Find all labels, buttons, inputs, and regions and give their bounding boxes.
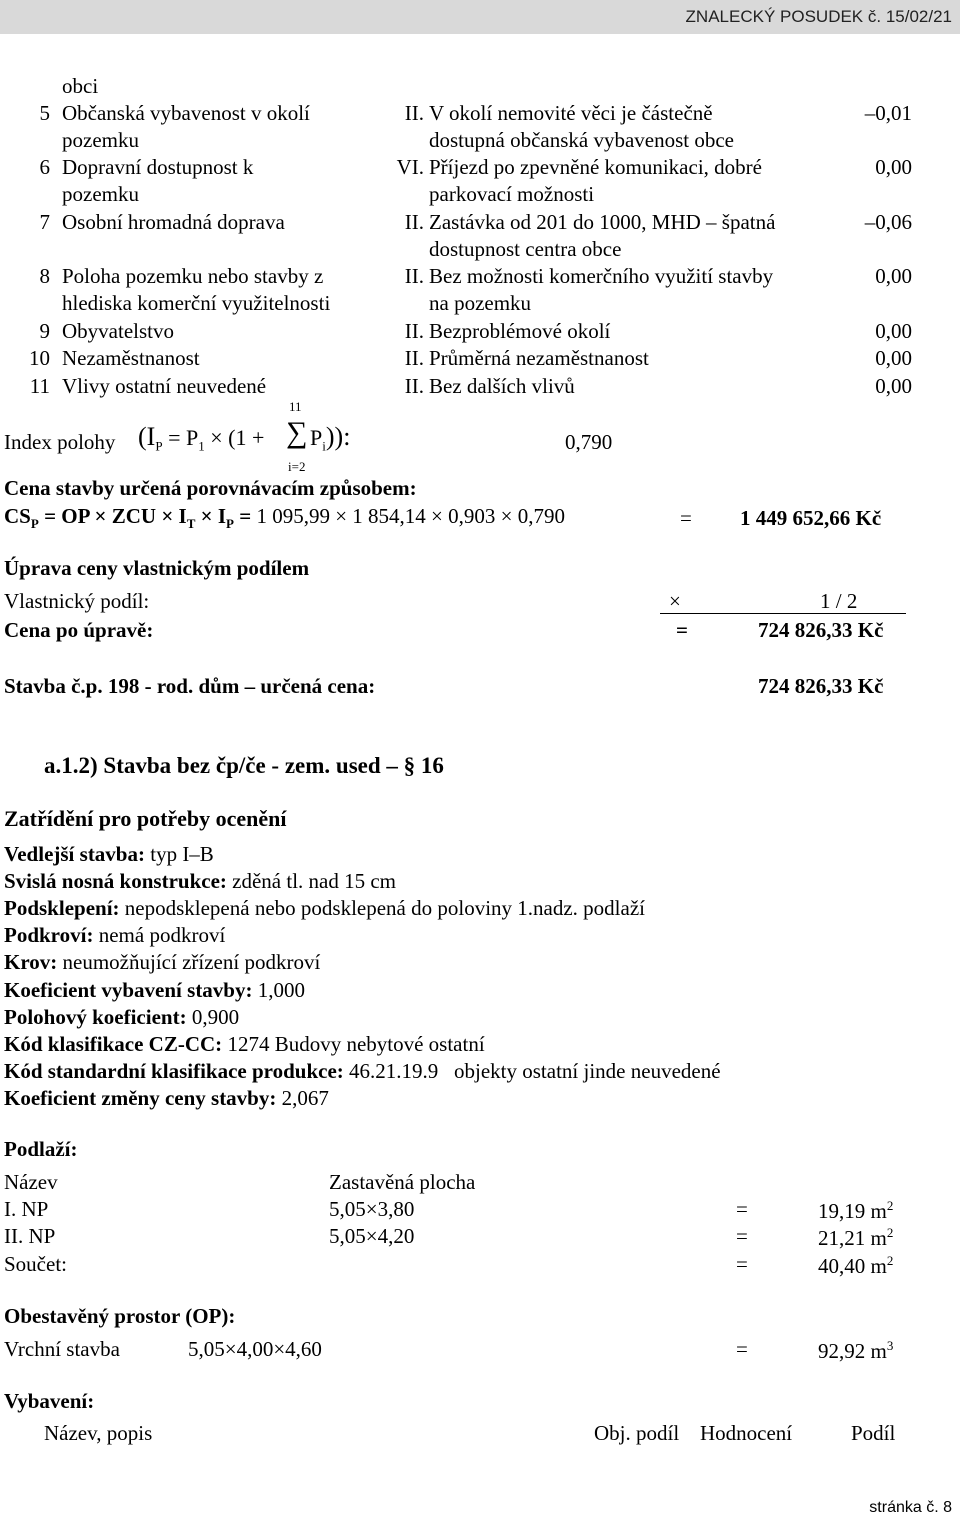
floor-value-cell	[818, 1254, 893, 1277]
op-equals: =	[736, 1337, 748, 1361]
after-adjustment-label: Cena po úpravě:	[4, 618, 154, 642]
property-row	[4, 898, 645, 919]
row-grade: II.	[404, 374, 424, 398]
after-adjustment-value: 724 826,33 Kč	[758, 618, 884, 642]
property-row	[4, 844, 214, 865]
row-grade: II.	[404, 210, 424, 234]
row-description: Bezproblémové okolí	[429, 319, 611, 343]
property-label: Koeficient změny ceny stavby:	[4, 1086, 277, 1110]
property-row	[4, 871, 396, 892]
equipment-col-portion: Podíl	[851, 1421, 896, 1445]
property-value: 1274 Budovy nebytové ostatní	[222, 1032, 485, 1056]
cena-stavby-heading: Cena stavby určená porovnávacím způsobem:	[4, 476, 417, 500]
property-label: Podkroví:	[4, 923, 94, 947]
property-label: Svislá nosná konstrukce:	[4, 869, 227, 893]
property-label: Kód standardní klasifikace produkce:	[4, 1059, 344, 1083]
floors-heading: Podlaží:	[4, 1137, 78, 1161]
row-value: 0,00	[875, 346, 912, 370]
row-description-cont: dostupnost centra obce	[429, 237, 622, 261]
op-heading: Obestavěný prostor (OP):	[4, 1304, 236, 1328]
final-price-value: 724 826,33 Kč	[758, 674, 884, 698]
cena-stavby-result: 1 449 652,66 Kč	[740, 506, 882, 530]
cena-stavby-equals: =	[680, 506, 692, 530]
row-description-cont: na pozemku	[429, 291, 532, 315]
row-number: 5	[39, 101, 50, 125]
floor-unit-exponent: 2	[886, 1198, 894, 1213]
index-polohy-label: Index polohy	[4, 430, 116, 454]
row-grade: II.	[404, 346, 424, 370]
equipment-col-name: Název, popis	[44, 1421, 153, 1445]
op-calc: 5,05×4,00×4,60	[188, 1337, 322, 1361]
property-value: 46.21.19.9 objekty ostatní jinde neuvedené	[343, 1059, 721, 1083]
page-number: stránka č. 8	[869, 1499, 952, 1516]
floor-name: II. NP	[4, 1224, 56, 1248]
floor-equals: =	[736, 1252, 748, 1276]
row-number: 8	[39, 264, 50, 288]
index-polohy-formula-end: $P_i$)):	[310, 422, 351, 454]
property-value: neumožňující zřízení podkroví	[57, 950, 321, 974]
row-criterion-cont: hlediska komerční využitelnosti	[62, 291, 331, 315]
row-description: Bez možnosti komerčního využití stavby	[429, 264, 774, 288]
sum-underline	[660, 613, 906, 614]
equipment-col-rating: Hodnocení	[700, 1421, 793, 1445]
row-grade: VI.	[396, 155, 424, 179]
row-description: Bez dalších vlivů	[429, 374, 575, 398]
property-value: nepodsklepená nebo podsklepená do poloviny 1.nadz. podlaží	[119, 896, 645, 920]
final-price-label: Stavba č.p. 198 - rod. dům – určená cena:	[4, 674, 376, 698]
floor-equals: =	[736, 1197, 748, 1221]
floor-unit-exponent: 2	[886, 1253, 894, 1268]
row-grade: II.	[404, 319, 424, 343]
property-value: 1,000	[252, 978, 305, 1002]
property-row	[4, 1034, 485, 1055]
property-label: Krov:	[4, 950, 58, 974]
sum-lower-limit: i=2	[288, 459, 306, 474]
floor-value-cell	[818, 1226, 893, 1249]
floor-name: I. NP	[4, 1197, 49, 1221]
row-criterion-cont: pozemku	[62, 182, 139, 206]
property-label: Koeficient vybavení stavby:	[4, 978, 253, 1002]
floor-value-cell	[818, 1199, 893, 1222]
row-value: –0,06	[864, 210, 912, 234]
row-criterion: Vlivy ostatní neuvedené	[62, 374, 267, 398]
row-criterion-cont: pozemku	[62, 128, 139, 152]
floors-col-name: Název	[4, 1170, 58, 1194]
property-label: Podsklepení:	[4, 896, 120, 920]
row-criterion: Poloha pozemku nebo stavby z	[62, 264, 324, 288]
row-description: Průměrná nezaměstnanost	[429, 346, 649, 370]
floor-value: 40,40 m	[818, 1254, 887, 1278]
equipment-heading: Vybavení:	[4, 1389, 95, 1413]
property-label: Polohový koeficient:	[4, 1005, 187, 1029]
classification-heading: Zatřídění pro potřeby ocenění	[4, 806, 287, 831]
row-criterion: Obyvatelstvo	[62, 319, 174, 343]
index-polohy-value: 0,790	[565, 430, 613, 454]
row-number: 7	[39, 210, 50, 234]
row-criterion: Osobní hromadná doprava	[62, 210, 285, 234]
equipment-col-share: Obj. podíl	[594, 1421, 680, 1445]
property-value: nemá podkroví	[93, 923, 226, 947]
property-row	[4, 952, 320, 973]
op-label: Vrchní stavba	[4, 1337, 120, 1361]
floor-calc: 5,05×4,20	[329, 1224, 415, 1248]
floor-unit-exponent: 2	[886, 1225, 894, 1240]
property-label: Vedlejší stavba:	[4, 842, 145, 866]
floors-col-area: Zastavěná plocha	[329, 1170, 476, 1194]
after-adjustment-equals: =	[676, 618, 688, 642]
property-row	[4, 925, 225, 946]
row-number: 11	[29, 374, 50, 398]
share-operator: ×	[669, 589, 681, 613]
floor-name: Součet:	[4, 1252, 67, 1276]
floor-calc: 5,05×3,80	[329, 1197, 415, 1221]
row-description-cont: parkovací možnosti	[429, 182, 595, 206]
sum-sign: ∑	[286, 416, 308, 449]
row-value: 0,00	[875, 264, 912, 288]
row-number: 10	[29, 346, 50, 370]
property-value: typ I–B	[144, 842, 214, 866]
row-number: 6	[39, 155, 50, 179]
section-title: a.1.2) Stavba bez čp/če - zem. used – § 16	[44, 753, 444, 778]
floor-value: 21,21 m	[818, 1226, 887, 1250]
header-bar	[0, 0, 960, 34]
property-row	[4, 1088, 329, 1109]
floor-value: 19,19 m	[818, 1199, 887, 1223]
row-value: 0,00	[875, 319, 912, 343]
property-label: Kód klasifikace CZ-CC:	[4, 1032, 223, 1056]
property-row	[4, 980, 305, 1001]
row-criterion: Nezaměstnanost	[62, 346, 200, 370]
row-value: 0,00	[875, 155, 912, 179]
row-criterion: Dopravní dostupnost k	[62, 155, 254, 179]
index-polohy-formula: ($I_P = P_1 \times (1$ +	[138, 422, 265, 454]
op-value: 92,92 $m^3$	[818, 1338, 894, 1363]
row-value: 0,00	[875, 374, 912, 398]
row-value: –0,01	[864, 101, 912, 125]
row-number: 9	[39, 319, 50, 343]
floor-equals: =	[736, 1224, 748, 1248]
row-grade: II.	[404, 101, 424, 125]
row-description-cont: dostupná občanská vybavenost obce	[429, 128, 735, 152]
uprava-heading: Úprava ceny vlastnickým podílem	[4, 556, 310, 580]
property-row	[4, 1061, 721, 1082]
row-description: Příjezd po zpevněné komunikaci, dobré	[429, 155, 762, 179]
row-description: Zastávka od 201 do 1000, MHD – špatná	[429, 210, 776, 234]
row-criterion: Občanská vybavenost v okolí	[62, 101, 310, 125]
sum-upper-limit: 11	[289, 399, 302, 414]
property-value: zděná tl. nad 15 cm	[226, 869, 396, 893]
row-grade: II.	[404, 264, 424, 288]
property-value: 2,067	[276, 1086, 329, 1110]
property-value: 0,900	[186, 1005, 240, 1029]
property-row	[4, 1007, 239, 1028]
share-value: 1 / 2	[820, 589, 858, 613]
document-title: ZNALECKÝ POSUDEK č. 15/02/21	[685, 7, 952, 26]
share-label: Vlastnický podíl:	[4, 589, 150, 613]
orphan-text: obci	[62, 74, 99, 98]
cena-stavby-formula: $CS_P$ = OP × ZCU × $I_T \times I_P = 1$ 095,99 × 1 854,14 × 0,903 × 0,790	[4, 504, 565, 532]
row-description: V okolí nemovité věci je částečně	[429, 101, 713, 125]
